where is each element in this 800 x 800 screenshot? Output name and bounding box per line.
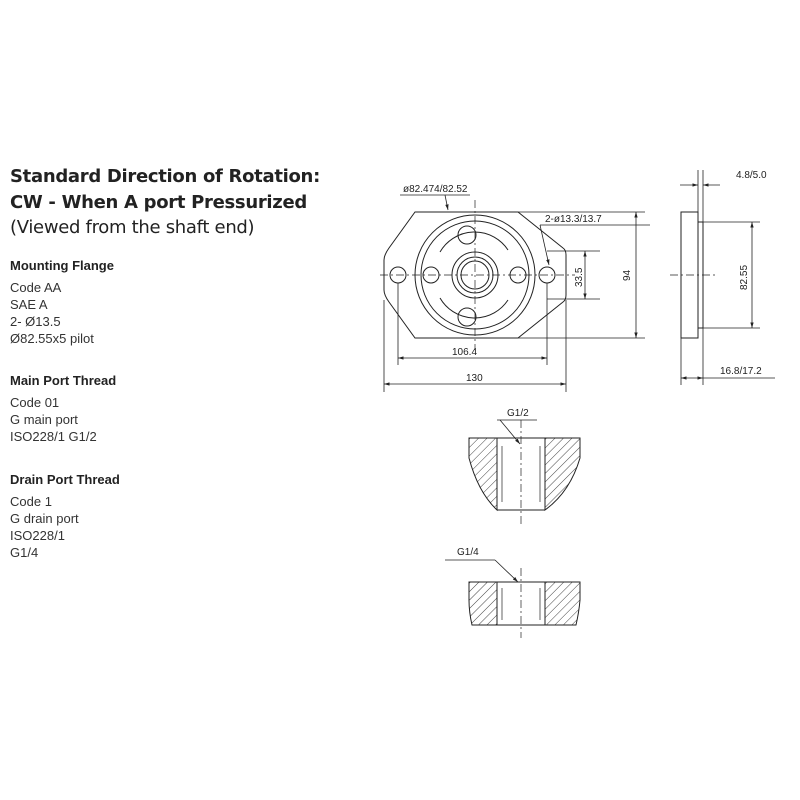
main-port-left-wall <box>469 438 497 510</box>
section-heading: Mounting Flange <box>10 258 114 273</box>
side-view <box>670 212 715 338</box>
main-port-right-wall <box>545 438 580 510</box>
section-line: G main port <box>10 412 78 427</box>
section-line: G drain port <box>10 511 79 526</box>
section-line: ISO228/1 <box>10 528 65 543</box>
title-line-2: CW - When A port Pressurized <box>10 192 307 213</box>
section-line: Code AA <box>10 280 62 295</box>
side-dim-bottom-label: 16.8/17.2 <box>720 366 762 377</box>
section-heading: Main Port Thread <box>10 373 117 388</box>
drain-port-right-wall <box>545 582 580 625</box>
pilot-diameter-label: ø82.474/82.52 <box>403 184 468 195</box>
dim-33-5-label: 33.5 <box>574 267 585 287</box>
main-port-section <box>469 420 580 525</box>
drain-port-thread-label: G1/4 <box>457 547 479 558</box>
section-line: Code 1 <box>10 494 52 509</box>
section-heading: Drain Port Thread <box>10 472 120 487</box>
section-line: Code 01 <box>10 395 60 410</box>
hole-callout-label: 2-ø13.3/13.7 <box>545 214 602 225</box>
section-line: ISO228/1 G1/2 <box>10 429 97 444</box>
side-dim-82-55-label: 82.55 <box>739 264 750 290</box>
dim-130-label: 130 <box>466 373 483 384</box>
dim-106-4-label: 106.4 <box>452 347 478 358</box>
main-port-thread-label: G1/2 <box>507 408 529 419</box>
title-line-1: Standard Direction of Rotation: <box>10 166 320 187</box>
section-line: G1/4 <box>10 545 39 560</box>
section-line: Ø82.55x5 pilot <box>10 331 94 346</box>
side-dim-top-label: 4.8/5.0 <box>736 170 767 181</box>
drain-port-section <box>445 560 580 638</box>
section-line: 2- Ø13.5 <box>10 314 61 329</box>
groove-top <box>440 232 508 252</box>
drain-port-left-wall <box>469 582 497 625</box>
dim-94-label: 94 <box>622 269 633 281</box>
section-line: SAE A <box>10 297 48 312</box>
groove-bottom <box>440 298 508 318</box>
side-dimensions <box>680 170 775 385</box>
title-line-3: (Viewed from the shaft end) <box>10 217 255 238</box>
